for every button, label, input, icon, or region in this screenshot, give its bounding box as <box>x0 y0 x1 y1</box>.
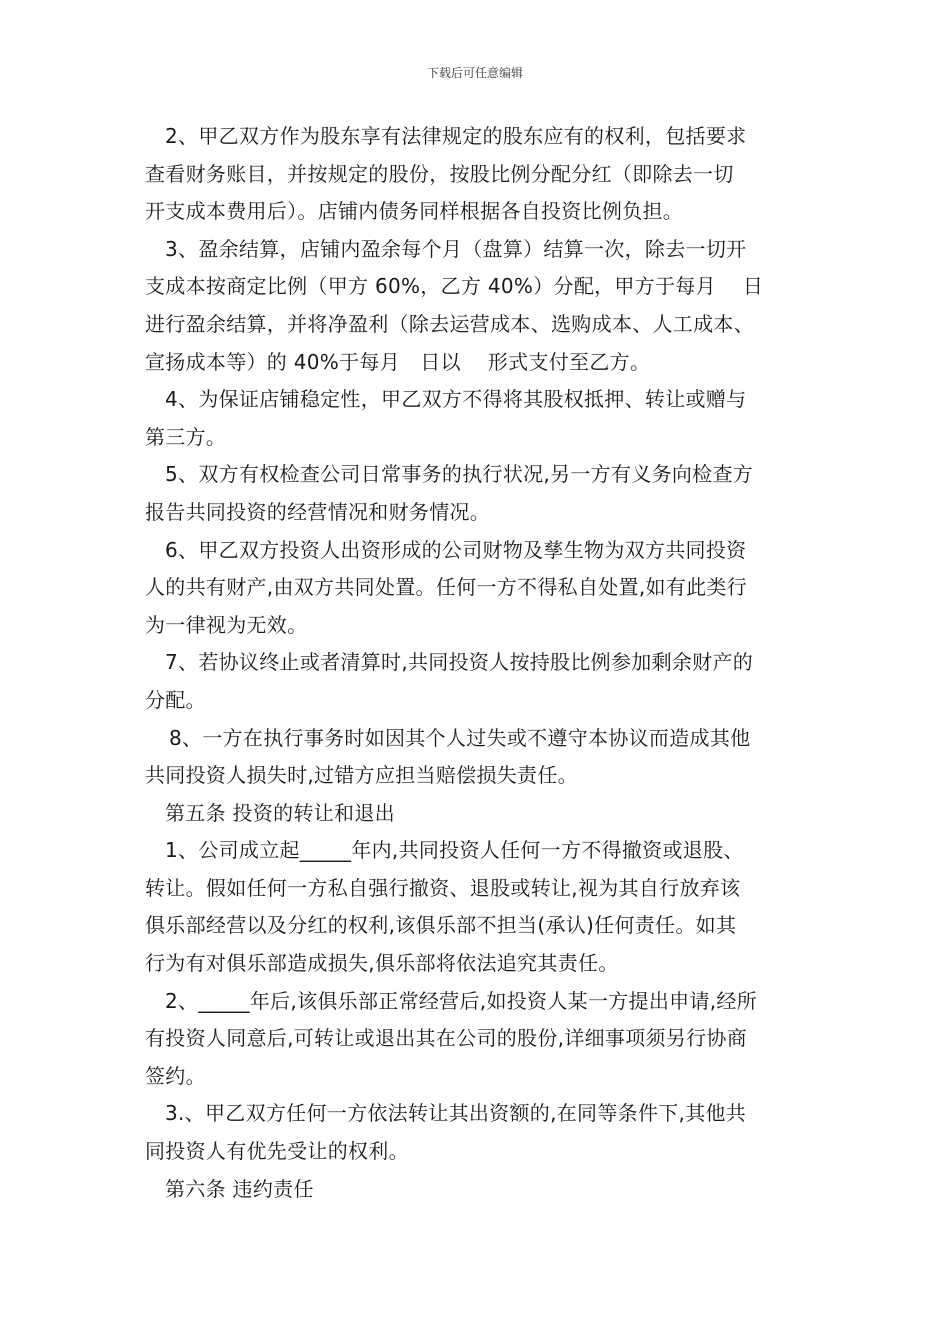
paragraph-line: 7、若协议终止或者清算时,共同投资人按持股比例参加剩余财产的 <box>165 650 754 675</box>
paragraph-clause-4-item-8 <box>145 720 813 795</box>
paragraph-clause-4-item-6 <box>145 532 813 645</box>
paragraph-clause-4-item-2 <box>145 118 813 231</box>
paragraph-line: 8、一方在执行事务时如因其个人过失或不遵守本协议而造成其他 <box>169 725 751 750</box>
paragraph-line: 第六条 违约责任 <box>165 1176 314 1201</box>
paragraph-line: 查看财务账目，并按规定的股份，按股比例分配分红（即除去一切 <box>145 161 734 186</box>
header-note: 下载后可任意编辑 <box>426 66 523 80</box>
paragraph-clause-5-item-1 <box>145 832 813 982</box>
paragraph-clause-5-item-3 <box>145 1095 813 1170</box>
paragraph-line: 报告共同投资的经营情况和财务情况。 <box>145 499 491 524</box>
paragraph-line: 行为有对俱乐部造成损失,俱乐部将依法追究其责任。 <box>145 951 619 976</box>
paragraph-line: 3.、甲乙双方任何一方依法转让其出资额的,在同等条件下,其他共 <box>165 1101 747 1126</box>
paragraph-line: 有投资人同意后,可转让或退出其在公司的股份,详细事项须另行协商 <box>145 1026 748 1051</box>
paragraph-line: 开支成本费用后）。店铺内债务同样根据各自投资比例负担。 <box>145 199 684 224</box>
paragraph-line: 第三方。 <box>145 424 227 449</box>
paragraph-clause-5-item-2 <box>145 983 813 1096</box>
document-body <box>145 118 813 1208</box>
paragraph-line: 同投资人有优先受让的权利。 <box>145 1139 409 1164</box>
paragraph-clause-4-item-7 <box>145 644 813 719</box>
paragraph-line: 2、_____年后,该俱乐部正常经营后,如投资人某一方提出申请,经所 <box>165 988 757 1013</box>
paragraph-line: 人的共有财产,由双方共同处置。任何一方不得私自处置,如有此类行 <box>145 575 748 600</box>
paragraph-line: 俱乐部经营以及分红的权利,该俱乐部不担当(承认)任何责任。如其 <box>145 913 737 938</box>
paragraph-clause-4-item-5 <box>145 456 813 531</box>
paragraph-line: 为一律视为无效。 <box>145 612 308 637</box>
paragraph-line: 转让。假如任何一方私自强行撤资、退股或转让,视为其自行放弃该 <box>145 875 741 900</box>
paragraph-line: 分配。 <box>145 687 206 712</box>
paragraph-line: 2、甲乙双方作为股东享有法律规定的股东应有的权利，包括要求 <box>165 124 747 148</box>
paragraph-line: 支成本按商定比例（甲方 60%，乙方 40%）分配，甲方于每月 日 <box>145 274 764 299</box>
paragraph-line: 宣扬成本等）的 40%于每月 日以 形式支付至乙方。 <box>145 349 651 374</box>
paragraph-clause-5-title <box>145 795 813 833</box>
paragraph-line: 3、盈余结算，店铺内盈余每个月（盘算）结算一次，除去一切开 <box>165 236 747 261</box>
paragraph-clause-6-title <box>145 1171 813 1209</box>
paragraph-clause-4-item-4 <box>145 381 813 456</box>
paragraph-clause-4-item-3 <box>145 231 813 381</box>
paragraph-line: 签约。 <box>145 1063 206 1088</box>
paragraph-line: 5、双方有权检查公司日常事务的执行状况,另一方有义务向检查方 <box>165 462 754 487</box>
paragraph-line: 共同投资人损失时,过错方应担当赔偿损失责任。 <box>145 763 578 788</box>
paragraph-line: 1、公司成立起_____年内,共同投资人任何一方不得撤资或退股、 <box>165 838 744 863</box>
paragraph-line: 6、甲乙双方投资人出资形成的公司财物及孳生物为双方共同投资 <box>165 537 747 562</box>
paragraph-line: 进行盈余结算，并将净盈利（除去运营成本、选购成本、人工成本、 <box>145 311 754 336</box>
paragraph-line: 第五条 投资的转让和退出 <box>165 800 395 825</box>
paragraph-line: 4、为保证店铺稳定性，甲乙双方不得将其股权抵押、转让或赠与 <box>165 387 747 412</box>
